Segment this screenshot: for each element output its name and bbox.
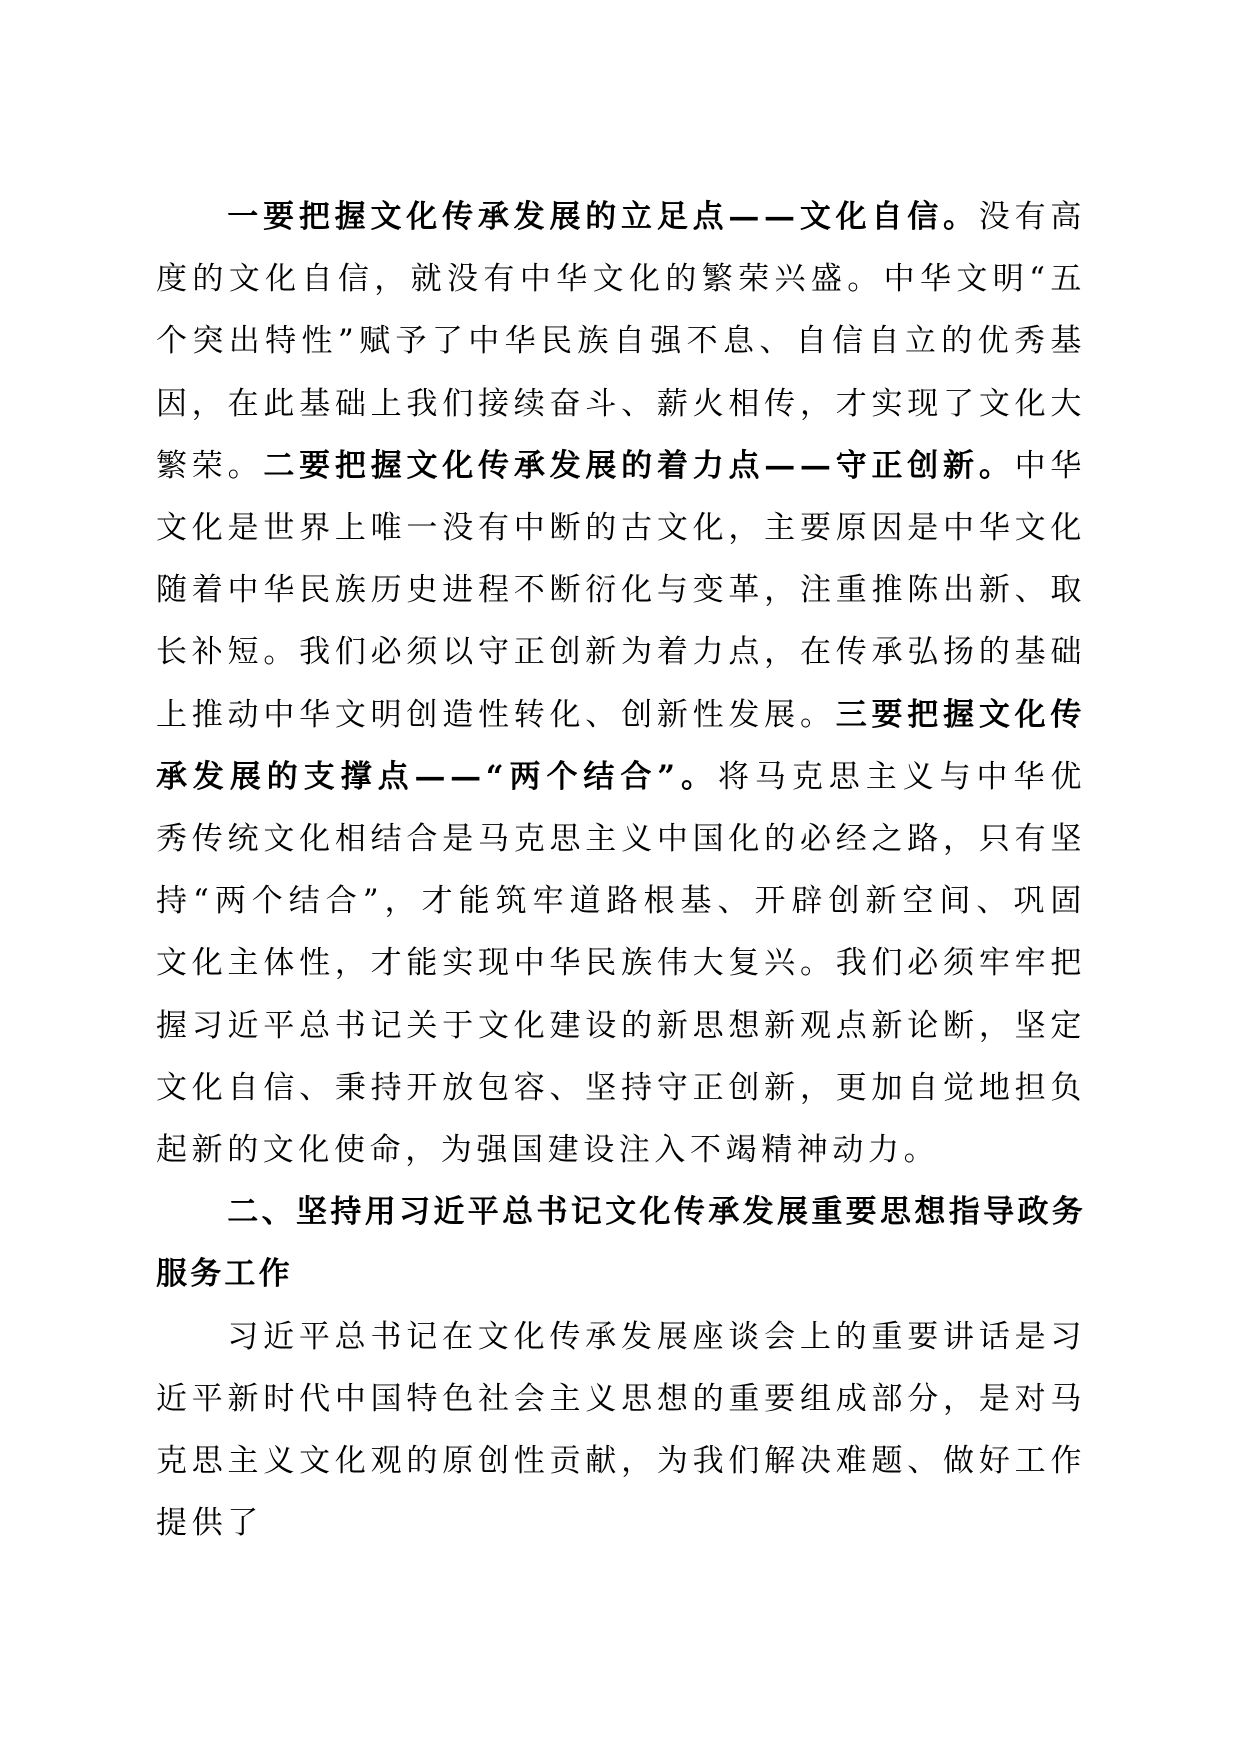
paragraph-section-2-intro: 习近平总书记在文化传承发展座谈会上的重要讲话是习近平新时代中国特色社会主义思想的重要组成部分，是对马克思主义文化观的原创性贡献，为我们解决难题、做好工作提供了 — [156, 1318, 1086, 1542]
point3-text: 将马克思主义与中华优秀传统文化相结合是马克思主义中国化的必经之路，只有坚持“两个结合”，才能筑牢道路根基、开辟创新空间、巩固文化主体性，才能实现中华民族伟大复兴。我们必须牢牢把握习近平总书记关于文化建设的新思想新观点新论断，坚定文化自信、秉持开放包容、坚持守正创新，更加自觉地担负起新的文化使命，为强国建设注入不竭精神动力。 — [156, 758, 1086, 1169]
document-body — [156, 186, 1086, 1554]
paragraph-three-points — [156, 186, 1086, 1181]
point2-text: 中华文化是世界上唯一没有中断的古文化，主要原因是中华文化随着中华民族历史进程不断衍化与变革，注重推陈出新、取长补短。我们必须以守正创新为着力点，在传承弘扬的基础上推动中华文明创造性转化、创新性发展。 — [156, 447, 1086, 733]
section-2-heading: 二、坚持用习近平总书记文化传承发展重要思想指导政务服务工作 — [156, 1194, 1086, 1293]
point2-heading: 二要把握文化传承发展的着力点——守正创新。 — [263, 447, 1015, 484]
point3-heading: 三要把握文化传承发展的支撑点——“两个结合”。 — [156, 696, 1087, 795]
point1-heading: 一要把握文化传承发展的立足点——文化自信。 — [227, 199, 979, 235]
point1-text: 没有高度的文化自信，就没有中华文化的繁荣兴盛。中华文明“五个突出特性”赋予了中华民族自强不息、自信自立的优秀基因，在此基础上我们接续奋斗、薪火相传，才实现了文化大繁荣。 — [156, 199, 1086, 484]
